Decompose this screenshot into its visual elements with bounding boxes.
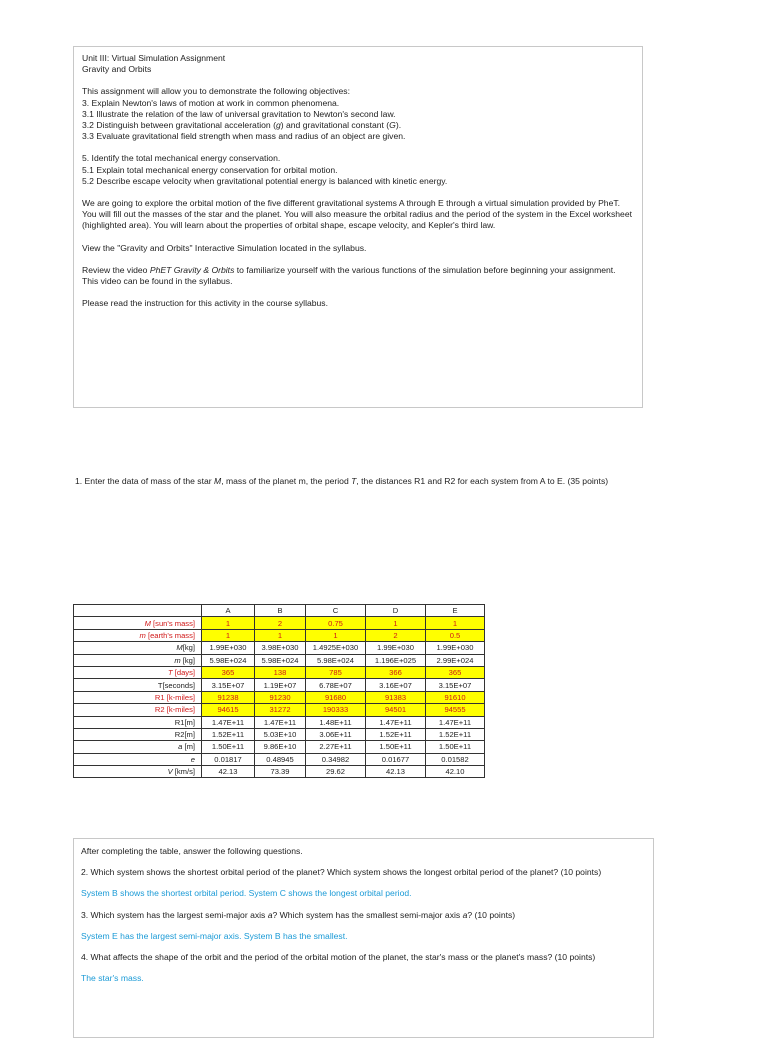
table-cell[interactable]: 31272 — [255, 704, 306, 716]
answer-2: System B shows the shortest orbital period. System C shows the longest orbital period. — [81, 888, 412, 899]
table-cell: 3.98E+030 — [255, 642, 306, 654]
table-cell: 29.62 — [306, 766, 366, 778]
table-cell: 5.98E+024 — [255, 654, 306, 666]
objective-3-1: 3.1 Illustrate the relation of the law of universal gravitation to Newton's second law. — [82, 108, 396, 119]
table-cell: 1.99E+030 — [426, 642, 485, 654]
question-2: 2. Which system shows the shortest orbital period of the planet? Which system shows the longest orbital period of the planet? (10 points) — [81, 867, 602, 878]
table-cell: 42.10 — [426, 766, 485, 778]
objective-3-2: 3.2 Distinguish between gravitational acceleration (g) and gravitational constant (G). — [82, 120, 402, 131]
row-label: M[kg] — [74, 642, 202, 654]
table-cell: 0.34982 — [306, 753, 366, 765]
table-cell: 0.01817 — [202, 753, 255, 765]
row-label: R2 [k-miles] — [74, 704, 202, 716]
review-video-text: Review the video PhET Gravity & Orbits to familiarize yourself with the various functions of the simulation before beginning your assignment. This video can be found in the syllabus. — [82, 264, 616, 287]
table-row — [74, 629, 485, 641]
table-cell[interactable]: 0.75 — [306, 617, 366, 629]
table-cell: 1.50E+11 — [426, 741, 485, 753]
row-label: e — [74, 753, 202, 765]
table-cell: 5.98E+024 — [202, 654, 255, 666]
row-label: R1 [k-miles] — [74, 691, 202, 703]
table-cell: 1.196E+025 — [366, 654, 426, 666]
row-label: m [earth's mass] — [74, 629, 202, 641]
table-row — [74, 617, 485, 629]
table-cell[interactable]: 785 — [306, 666, 366, 678]
answer-4: The star's mass. — [81, 973, 144, 984]
table-row — [74, 679, 485, 691]
row-label: a [m] — [74, 741, 202, 753]
instruction-note: Please read the instruction for this activity in the course syllabus. — [82, 298, 328, 309]
table-cell[interactable]: 0.5 — [426, 629, 485, 641]
table-row — [74, 642, 485, 654]
table-row — [74, 704, 485, 716]
unit-title: Unit III: Virtual Simulation Assignment — [82, 53, 226, 63]
view-simulation-text: View the "Gravity and Orbits" Interactive Simulation located in the syllabus. — [82, 242, 367, 253]
table-row — [74, 691, 485, 703]
table-row — [74, 666, 485, 678]
table-cell: 73.39 — [255, 766, 306, 778]
questions-intro: After completing the table, answer the following questions. — [81, 846, 303, 856]
table-cell: 1.19E+07 — [255, 679, 306, 691]
table-cell[interactable]: 1 — [202, 629, 255, 641]
table-cell[interactable]: 2 — [255, 617, 306, 629]
objective-5-1: 5.1 Explain total mechanical energy conservation for orbital motion. — [82, 164, 338, 175]
table-cell[interactable]: 1 — [306, 629, 366, 641]
table-cell[interactable]: 91680 — [306, 691, 366, 703]
table-cell[interactable]: 138 — [255, 666, 306, 678]
row-label: T[seconds] — [74, 679, 202, 691]
table-row — [74, 741, 485, 753]
row-label: V [km/s] — [74, 766, 202, 778]
table-cell: 1.4925E+030 — [306, 642, 366, 654]
table-cell: 0.01677 — [366, 753, 426, 765]
table-row — [74, 766, 485, 778]
table-cell: 1.99E+030 — [202, 642, 255, 654]
question-1: 1. Enter the data of mass of the star M, mass of the planet m, the period T, the distances R1 and R2 for each system from A to E. (35 points) — [75, 476, 609, 486]
row-label: T [days] — [74, 666, 202, 678]
objectives-intro: This assignment will allow you to demonstrate the following objectives: — [82, 86, 350, 97]
table-cell: 1.48E+11 — [306, 716, 366, 728]
table-cell: 5.98E+024 — [306, 654, 366, 666]
objective-3: 3. Explain Newton's laws of motion at work in common phenomena. — [82, 97, 340, 108]
table-cell[interactable]: 91238 — [202, 691, 255, 703]
row-label: m [kg] — [74, 654, 202, 666]
questions-box — [73, 838, 654, 1038]
column-header-a: A — [202, 605, 255, 617]
column-header-e: E — [426, 605, 485, 617]
table-cell[interactable]: 365 — [426, 666, 485, 678]
table-cell: 1.47E+11 — [255, 716, 306, 728]
table-cell: 3.15E+07 — [202, 679, 255, 691]
table-cell[interactable]: 1 — [366, 617, 426, 629]
table-cell[interactable]: 190333 — [306, 704, 366, 716]
table-cell[interactable]: 94615 — [202, 704, 255, 716]
table-cell[interactable]: 91230 — [255, 691, 306, 703]
table-cell: 1.52E+11 — [202, 728, 255, 740]
orbit-data-table — [73, 604, 485, 778]
table-cell: 1.47E+11 — [426, 716, 485, 728]
table-cell: 1.52E+11 — [366, 728, 426, 740]
table-cell[interactable]: 91383 — [366, 691, 426, 703]
table-cell: 3.16E+07 — [366, 679, 426, 691]
answer-3: System E has the largest semi-major axis. System B has the smallest. — [81, 930, 348, 941]
table-cell: 3.15E+07 — [426, 679, 485, 691]
objective-3-3: 3.3 Evaluate gravitational field strength when mass and radius of an object are given. — [82, 131, 406, 142]
table-cell: 1.47E+11 — [366, 716, 426, 728]
intro-paragraph: We are going to explore the orbital motion of the five different gravitational systems A through E through a virtual simulation provided by PheT. You will fill out the masses of the star and the planet. You will also measure the orbital radius and the period of the system in the Excel worksheet (highlighted area). You will learn about the properties of orbital shape, escape velocity, and Kepler's third law. — [82, 198, 632, 231]
table-cell: 1.52E+11 — [426, 728, 485, 740]
table-cell[interactable]: 365 — [202, 666, 255, 678]
row-label: R2[m] — [74, 728, 202, 740]
table-cell: 6.78E+07 — [306, 679, 366, 691]
table-cell[interactable]: 94501 — [366, 704, 426, 716]
table-cell[interactable]: 1 — [426, 617, 485, 629]
row-label: M [sun's mass] — [74, 617, 202, 629]
table-cell[interactable]: 366 — [366, 666, 426, 678]
table-header-row — [74, 605, 485, 617]
table-cell: 1.47E+11 — [202, 716, 255, 728]
table-cell: 0.01582 — [426, 753, 485, 765]
question-3: 3. Which system has the largest semi-major axis a? Which system has the smallest semi-major axis a? (10 points) — [81, 909, 516, 920]
table-cell: 3.06E+11 — [306, 728, 366, 740]
table-cell[interactable]: 1 — [202, 617, 255, 629]
table-row — [74, 753, 485, 765]
table-corner-cell — [74, 605, 202, 617]
table-row — [74, 728, 485, 740]
table-cell: 5.03E+10 — [255, 728, 306, 740]
objective-5-2: 5.2 Describe escape velocity when gravitational potential energy is balanced with kinetic energy. — [82, 175, 448, 186]
table-cell: 9.86E+10 — [255, 741, 306, 753]
table-cell: 0.48945 — [255, 753, 306, 765]
assignment-title: Gravity and Orbits — [82, 64, 152, 75]
table-cell[interactable]: 94555 — [426, 704, 485, 716]
objective-5: 5. Identify the total mechanical energy conservation. — [82, 153, 281, 164]
column-header-b: B — [255, 605, 306, 617]
table-cell[interactable]: 2 — [366, 629, 426, 641]
intro-box — [73, 46, 643, 408]
table-row — [74, 716, 485, 728]
column-header-d: D — [366, 605, 426, 617]
table-cell[interactable]: 1 — [255, 629, 306, 641]
table-row — [74, 654, 485, 666]
table-cell: 1.50E+11 — [366, 741, 426, 753]
table-cell: 2.99E+024 — [426, 654, 485, 666]
row-label: R1[m] — [74, 716, 202, 728]
question-4: 4. What affects the shape of the orbit and the period of the orbital motion of the planet, the star's mass or the planet's mass? (10 points) — [81, 952, 596, 963]
table-cell: 2.27E+11 — [306, 741, 366, 753]
table-cell: 42.13 — [202, 766, 255, 778]
table-cell: 1.50E+11 — [202, 741, 255, 753]
table-cell: 42.13 — [366, 766, 426, 778]
table-cell[interactable]: 91610 — [426, 691, 485, 703]
column-header-c: C — [306, 605, 366, 617]
table-cell: 1.99E+030 — [366, 642, 426, 654]
